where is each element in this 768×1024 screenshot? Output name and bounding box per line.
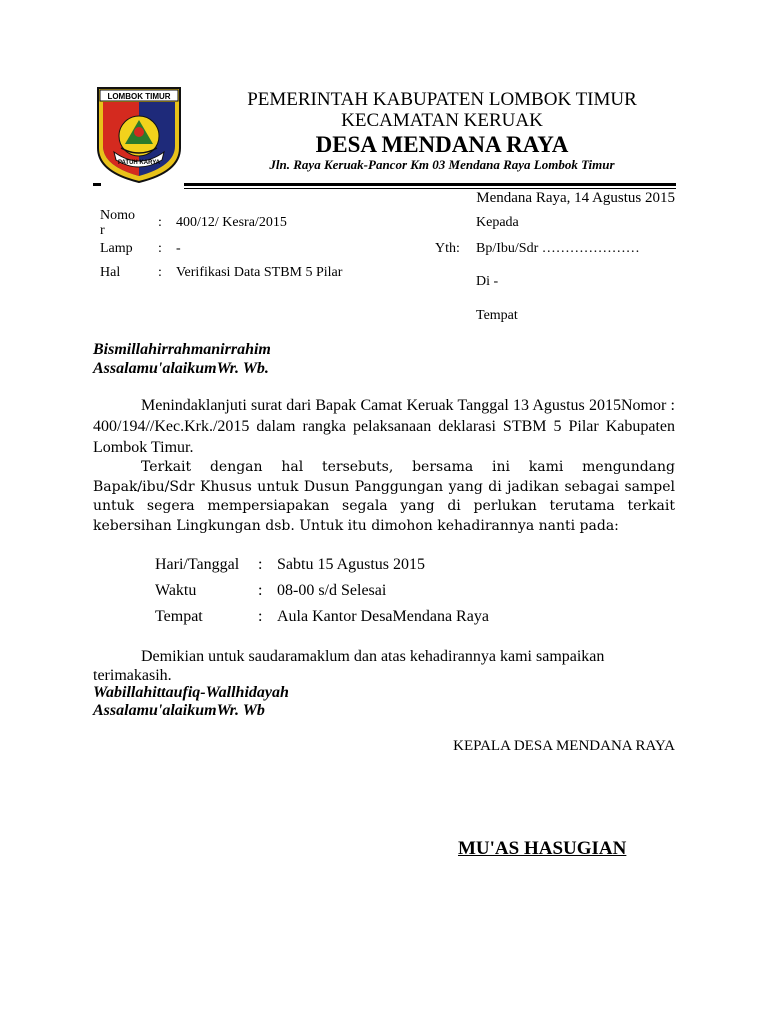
closing-salam: Assalamu'alaikumWr. Wb [93,702,265,719]
letterhead-line-2: KECAMATAN KERUAK [341,110,543,131]
nomor-colon: : [158,215,162,230]
body-paragraph-1: Menindaklanjuti surat dari Bapak Camat Keruak Tanggal 13 Agustus 2015Nomor : 400/194//Kec.Krk./2015 dalam rangka pelaksanaan deklarasi STBM 5 Pilar Kabupaten Lombok Timur. [93,397,675,456]
recipient-kepada: Kepada [476,215,519,230]
logo-bottom-text: PATUH KARYA [117,160,161,166]
nomor-value: 400/12/ Kesra/2015 [176,215,287,230]
greeting-salam: Assalamu'alaikumWr. Wb. [93,360,269,377]
schedule-colon-date: : [258,556,263,573]
letterhead-rule-thick [184,183,676,186]
lombok-timur-emblem [96,86,182,184]
schedule-value-date: Sabtu 15 Agustus 2015 [277,556,426,573]
schedule-label-time: Waktu [155,582,197,599]
body-paragraph-2: Terkait dengan hal tersebuts, bersama ini kami mengundang Bapak/ibu/Sdr Khusus untuk Dusun Panggungan yang di jadikan sebagai sampel untuk segera mempersiapakan segala yang di perlukan terutama terkait kebersihan Lingkungan dsb. Untuk itu dimohon kehadirannya nanti pada: [93,459,675,534]
letterhead-rule-left [93,183,101,186]
recipient-name: Bp/Ibu/Sdr ………………… [476,241,640,256]
recipient-yth: Yth: [435,241,460,256]
lamp-value: - [176,241,181,256]
closing-paragraph: Demikian untuk saudaramaklum dan atas kehadirannya kami sampaikan terimakasih. [93,648,605,684]
schedule-label-place: Tempat [155,608,203,625]
recipient-tempat: Tempat [476,308,518,323]
recipient-di: Di - [476,274,499,289]
letterhead-line-1: PEMERINTAH KABUPATEN LOMBOK TIMUR [247,89,637,110]
letter-date: Mendana Raya, 14 Agustus 2015 [476,190,675,206]
hal-label: Hal [100,265,121,280]
signatory-name: MU'AS HASUGIAN [458,838,627,859]
letterhead-rule-thin [184,188,676,189]
schedule-colon-time: : [258,582,263,599]
signatory-title: KEPALA DESA MENDANA RAYA [453,738,675,754]
nomor-label-part-1: Nomo [100,208,135,223]
hal-value: Verifikasi Data STBM 5 Pilar [176,265,343,280]
logo-top-text: LOMBOK TIMUR [107,92,171,101]
schedule-value-time: 08-00 s/d Selesai [277,582,387,599]
nomor-label-part-2: r [100,223,105,238]
closing-wabillahi: Wabillahittaufiq-Wallhidayah [93,684,289,701]
hal-colon: : [158,265,162,280]
letterhead-address: Jln. Raya Keruak-Pancor Km 03 Mendana Raya Lombok Timur [269,157,615,172]
lamp-colon: : [158,241,162,256]
greeting-bismillah: Bismillahirrahmanirrahim [93,341,271,358]
schedule-colon-place: : [258,608,263,625]
schedule-label-date: Hari/Tanggal [155,556,240,573]
letterhead-village-name: DESA MENDANA RAYA [315,132,569,157]
schedule-value-place: Aula Kantor DesaMendana Raya [277,608,489,625]
lamp-label: Lamp [100,241,133,256]
